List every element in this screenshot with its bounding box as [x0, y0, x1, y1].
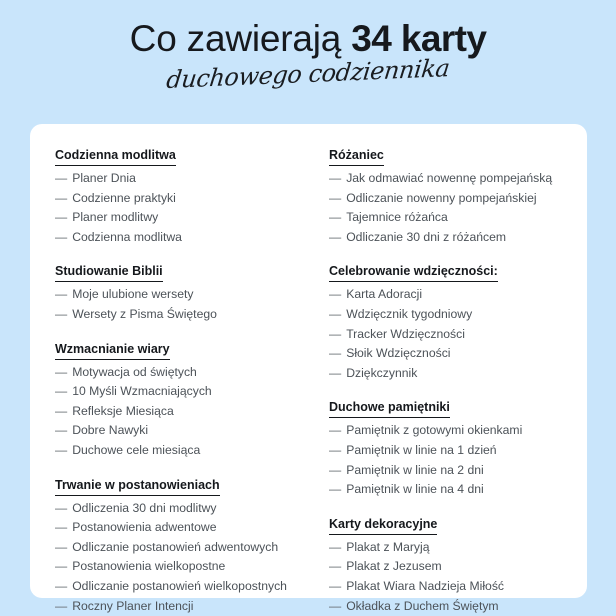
list-item — [329, 577, 587, 597]
list-item-label: Moje ulubione wersety — [72, 287, 194, 302]
item-list — [329, 285, 587, 383]
list-item-label: Pamiętnik w linie na 1 dzień — [346, 442, 497, 457]
list-item — [55, 208, 307, 228]
dash-bullet-icon: — — [329, 346, 342, 361]
section — [329, 515, 587, 616]
dash-bullet-icon: — — [329, 326, 342, 341]
list-item — [329, 228, 587, 248]
dash-bullet-icon: — — [55, 520, 68, 535]
dash-bullet-icon: — — [329, 578, 342, 593]
list-item-label: Planer Dnia — [72, 171, 136, 185]
page-subtitle: duchowego codziennika — [164, 53, 452, 95]
list-item-label: Motywacja od świętych — [72, 364, 197, 379]
section — [55, 262, 307, 324]
section — [329, 398, 587, 499]
section-heading: Karty dekoracyjne — [329, 516, 437, 535]
content-columns — [30, 124, 587, 613]
list-item-label: Codzienna modlitwa — [72, 229, 182, 244]
list-item-label: Planer modlitwy — [72, 210, 159, 225]
item-list — [55, 363, 307, 461]
left-column — [30, 146, 307, 613]
list-item-label: Wdzięcznik tygodniowy — [346, 306, 473, 321]
list-item — [55, 189, 307, 209]
list-item — [55, 441, 307, 461]
list-item — [329, 364, 587, 384]
item-list — [329, 538, 587, 616]
list-item-label: Refleksje Miesiąca — [72, 403, 174, 418]
dash-bullet-icon: — — [55, 423, 68, 438]
dash-bullet-icon: — — [55, 442, 68, 457]
list-item-label: Plakat z Jezusem — [346, 559, 442, 574]
dash-bullet-icon: — — [55, 210, 68, 225]
section-heading: Studiowanie Biblii — [55, 263, 163, 282]
list-item-label: Postanowienia adwentowe — [72, 520, 217, 535]
dash-bullet-icon: — — [329, 365, 342, 380]
section-heading: Różaniec — [329, 147, 384, 166]
poster-header — [0, 0, 616, 118]
section — [55, 146, 307, 247]
list-item-label: Karta Adoracji — [346, 287, 423, 302]
item-list — [55, 285, 307, 324]
dash-bullet-icon: — — [329, 462, 342, 477]
dash-bullet-icon: — — [329, 190, 342, 205]
right-column — [307, 146, 587, 613]
dash-bullet-icon: — — [55, 384, 68, 399]
dash-bullet-icon: — — [329, 306, 342, 321]
list-item — [55, 228, 307, 248]
list-item — [55, 577, 307, 597]
list-item — [55, 402, 307, 422]
item-list — [55, 169, 307, 247]
section-heading: Trwanie w postanowieniach — [55, 477, 220, 496]
dash-bullet-icon: — — [329, 539, 342, 554]
content-card — [30, 124, 587, 613]
list-item-label: Duchowe cele miesiąca — [72, 442, 201, 457]
item-list — [329, 421, 587, 499]
title-light-part: Co zawierają — [129, 18, 352, 59]
list-item-label: 10 Myśli Wzmacniających — [72, 384, 212, 399]
dash-bullet-icon: — — [55, 190, 68, 205]
list-item-label: Dziękczynnik — [346, 365, 418, 380]
list-item — [329, 305, 587, 325]
list-item — [329, 597, 587, 616]
list-item — [55, 499, 307, 519]
section — [55, 340, 307, 461]
list-item-label: Pamiętnik z gotowymi okienkami — [346, 423, 523, 438]
list-item-label: Odliczanie nowenny pompejańskiej — [346, 190, 537, 205]
dash-bullet-icon: — — [329, 210, 342, 225]
list-item-label: Plakat z Maryją — [346, 539, 430, 554]
dash-bullet-icon: — — [55, 500, 68, 515]
list-item-label: Codzienne praktyki — [72, 190, 176, 205]
dash-bullet-icon: — — [329, 442, 342, 457]
section — [329, 146, 587, 247]
item-list — [329, 169, 587, 247]
list-item — [329, 480, 587, 500]
dash-bullet-icon: — — [55, 559, 68, 574]
dash-bullet-icon: — — [55, 578, 68, 593]
list-item — [329, 189, 587, 209]
list-item — [329, 421, 587, 441]
list-item — [329, 285, 587, 305]
list-item — [55, 518, 307, 538]
list-item — [329, 538, 587, 558]
dash-bullet-icon: — — [329, 559, 342, 574]
list-item — [55, 305, 307, 325]
list-item — [55, 597, 307, 616]
dash-bullet-icon: — — [55, 171, 68, 185]
list-item-label: Roczny Planer Intencji — [72, 598, 194, 613]
list-item — [329, 325, 587, 345]
list-item-label: Tajemnice różańca — [346, 210, 448, 225]
list-item-label: Słoik Wdzięczności — [346, 346, 451, 361]
dash-bullet-icon: — — [329, 423, 342, 438]
dash-bullet-icon: — — [329, 229, 342, 244]
dash-bullet-icon: — — [329, 171, 342, 185]
list-item-label: Odliczenia 30 dni modlitwy — [72, 500, 217, 515]
list-item-label: Dobre Nawyki — [72, 423, 149, 438]
section-heading: Wzmacnianie wiary — [55, 341, 170, 360]
dash-bullet-icon: — — [55, 364, 68, 379]
section-heading: Codzienna modlitwa — [55, 147, 176, 166]
title-bold-part: 34 karty — [351, 18, 487, 59]
list-item — [55, 285, 307, 305]
dash-bullet-icon: — — [329, 598, 342, 613]
list-item — [329, 461, 587, 481]
list-item — [55, 363, 307, 383]
list-item-label: Tracker Wdzięczności — [346, 326, 465, 341]
section-heading: Celebrowanie wdzięczności: — [329, 263, 498, 282]
list-item-label: Jak odmawiać nowennę pompejańską — [346, 171, 553, 185]
list-item — [329, 441, 587, 461]
list-item-label: Okładka z Duchem Świętym — [346, 598, 499, 613]
list-item — [55, 169, 307, 189]
dash-bullet-icon: — — [329, 482, 342, 497]
list-item — [55, 557, 307, 577]
list-item-label: Odliczanie postanowień wielkopostnych — [72, 578, 287, 593]
dash-bullet-icon: — — [55, 229, 68, 244]
section — [329, 262, 587, 383]
list-item — [55, 538, 307, 558]
dash-bullet-icon: — — [55, 403, 68, 418]
section-heading: Duchowe pamiętniki — [329, 399, 450, 418]
list-item-label: Pamiętnik w linie na 2 dni — [346, 462, 484, 477]
list-item-label: Postanowienia wielkopostne — [72, 559, 226, 574]
dash-bullet-icon: — — [55, 287, 68, 302]
list-item — [55, 421, 307, 441]
list-item-label: Wersety z Pisma Świętego — [72, 306, 217, 321]
list-item-label: Odliczanie 30 dni z różańcem — [346, 229, 507, 244]
list-item — [329, 169, 587, 189]
dash-bullet-icon: — — [329, 287, 342, 302]
list-item-label: Plakat Wiara Nadzieja Miłość — [346, 578, 505, 593]
list-item — [329, 208, 587, 228]
list-item — [329, 557, 587, 577]
list-item — [55, 382, 307, 402]
dash-bullet-icon: — — [55, 598, 68, 613]
dash-bullet-icon: — — [55, 306, 68, 321]
dash-bullet-icon: — — [55, 539, 68, 554]
section — [55, 476, 307, 616]
list-item — [329, 344, 587, 364]
list-item-label: Odliczanie postanowień adwentowych — [72, 539, 279, 554]
list-item-label: Pamiętnik w linie na 4 dni — [346, 482, 484, 497]
item-list — [55, 499, 307, 616]
